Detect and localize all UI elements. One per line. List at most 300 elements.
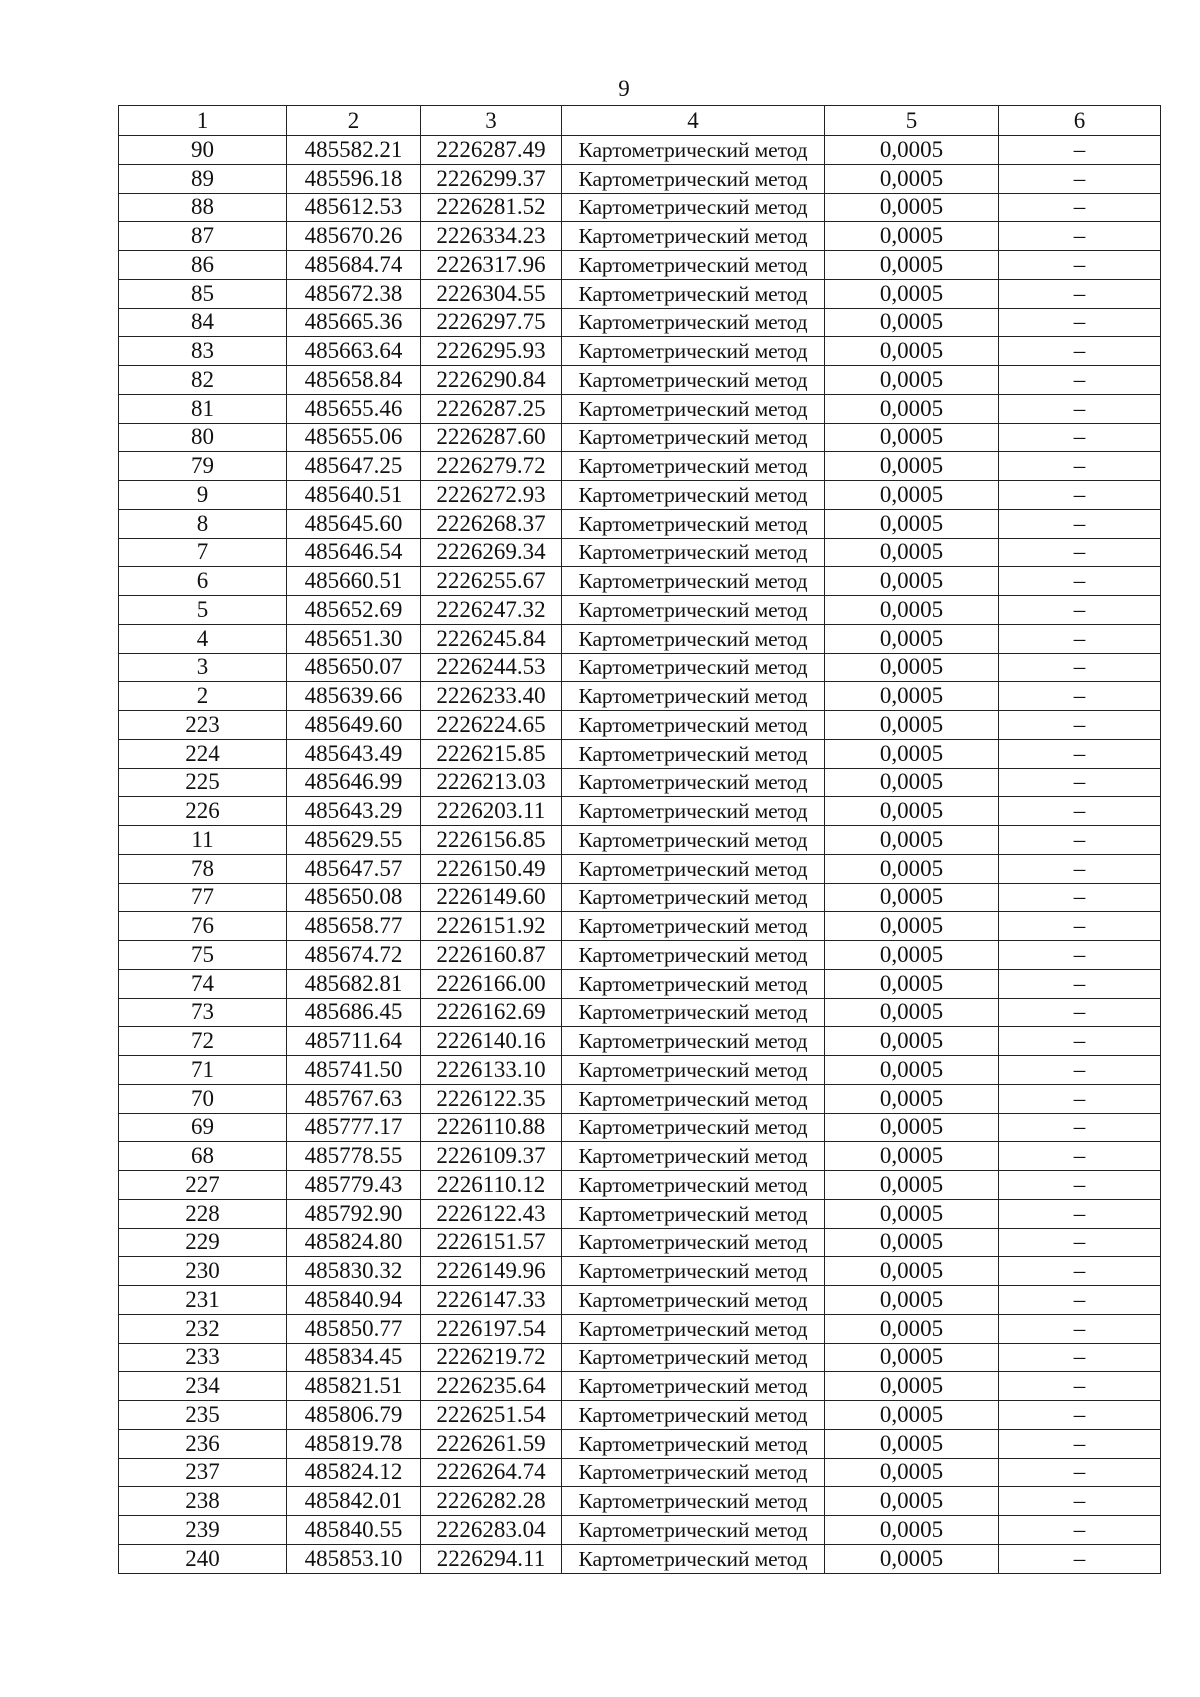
- table-row: [119, 797, 1161, 826]
- method-cell: Картометрический метод: [562, 538, 825, 567]
- method-cell: Картометрический метод: [562, 1487, 825, 1516]
- y-coordinate-cell: 2226317.96: [421, 251, 562, 280]
- x-coordinate-cell: 485655.46: [287, 394, 421, 423]
- table-row: [119, 1056, 1161, 1085]
- note-cell: –: [999, 452, 1161, 481]
- accuracy-cell: 0,0005: [825, 682, 999, 711]
- column-header: 4: [562, 106, 825, 136]
- y-coordinate-cell: 2226295.93: [421, 337, 562, 366]
- y-coordinate-cell: 2226264.74: [421, 1458, 562, 1487]
- point-number-cell: 6: [119, 567, 287, 596]
- method-cell: Картометрический метод: [562, 423, 825, 452]
- table-row: [119, 1401, 1161, 1430]
- x-coordinate-cell: 485629.55: [287, 826, 421, 855]
- table-row: [119, 768, 1161, 797]
- accuracy-cell: 0,0005: [825, 998, 999, 1027]
- method-cell: Картометрический метод: [562, 193, 825, 222]
- accuracy-cell: 0,0005: [825, 624, 999, 653]
- accuracy-cell: 0,0005: [825, 1142, 999, 1171]
- x-coordinate-cell: 485686.45: [287, 998, 421, 1027]
- method-cell: Картометрический метод: [562, 969, 825, 998]
- method-cell: Картометрический метод: [562, 1199, 825, 1228]
- note-cell: –: [999, 653, 1161, 682]
- table-row: [119, 1199, 1161, 1228]
- table-row: [119, 1487, 1161, 1516]
- point-number-cell: 227: [119, 1171, 287, 1200]
- x-coordinate-cell: 485824.12: [287, 1458, 421, 1487]
- point-number-cell: 224: [119, 739, 287, 768]
- method-cell: Картометрический метод: [562, 826, 825, 855]
- accuracy-cell: 0,0005: [825, 1343, 999, 1372]
- point-number-cell: 229: [119, 1228, 287, 1257]
- accuracy-cell: 0,0005: [825, 481, 999, 510]
- method-cell: Картометрический метод: [562, 1286, 825, 1315]
- accuracy-cell: 0,0005: [825, 941, 999, 970]
- point-number-cell: 77: [119, 883, 287, 912]
- method-cell: Картометрический метод: [562, 596, 825, 625]
- table-row: [119, 222, 1161, 251]
- table-row: [119, 279, 1161, 308]
- accuracy-cell: 0,0005: [825, 308, 999, 337]
- y-coordinate-cell: 2226282.28: [421, 1487, 562, 1516]
- accuracy-cell: 0,0005: [825, 596, 999, 625]
- point-number-cell: 232: [119, 1314, 287, 1343]
- table-row: [119, 394, 1161, 423]
- accuracy-cell: 0,0005: [825, 251, 999, 280]
- column-header: 2: [287, 106, 421, 136]
- accuracy-cell: 0,0005: [825, 653, 999, 682]
- accuracy-cell: 0,0005: [825, 826, 999, 855]
- y-coordinate-cell: 2226224.65: [421, 711, 562, 740]
- point-number-cell: 76: [119, 912, 287, 941]
- method-cell: Картометрический метод: [562, 394, 825, 423]
- method-cell: Картометрический метод: [562, 739, 825, 768]
- accuracy-cell: 0,0005: [825, 1257, 999, 1286]
- accuracy-cell: 0,0005: [825, 854, 999, 883]
- y-coordinate-cell: 2226160.87: [421, 941, 562, 970]
- note-cell: –: [999, 1113, 1161, 1142]
- point-number-cell: 3: [119, 653, 287, 682]
- method-cell: Картометрический метод: [562, 481, 825, 510]
- note-cell: –: [999, 1429, 1161, 1458]
- point-number-cell: 238: [119, 1487, 287, 1516]
- note-cell: –: [999, 1056, 1161, 1085]
- y-coordinate-cell: 2226197.54: [421, 1314, 562, 1343]
- table-row: [119, 912, 1161, 941]
- note-cell: –: [999, 222, 1161, 251]
- note-cell: –: [999, 366, 1161, 395]
- x-coordinate-cell: 485819.78: [287, 1429, 421, 1458]
- table-row: [119, 1458, 1161, 1487]
- accuracy-cell: 0,0005: [825, 366, 999, 395]
- method-cell: Картометрический метод: [562, 768, 825, 797]
- method-cell: Картометрический метод: [562, 1084, 825, 1113]
- x-coordinate-cell: 485647.57: [287, 854, 421, 883]
- method-cell: Картометрический метод: [562, 452, 825, 481]
- x-coordinate-cell: 485645.60: [287, 509, 421, 538]
- point-number-cell: 85: [119, 279, 287, 308]
- x-coordinate-cell: 485640.51: [287, 481, 421, 510]
- table-row: [119, 1084, 1161, 1113]
- table-row: [119, 538, 1161, 567]
- x-coordinate-cell: 485853.10: [287, 1544, 421, 1573]
- y-coordinate-cell: 2226235.64: [421, 1372, 562, 1401]
- point-number-cell: 82: [119, 366, 287, 395]
- x-coordinate-cell: 485779.43: [287, 1171, 421, 1200]
- method-cell: Картометрический метод: [562, 509, 825, 538]
- accuracy-cell: 0,0005: [825, 739, 999, 768]
- y-coordinate-cell: 2226272.93: [421, 481, 562, 510]
- method-cell: Картометрический метод: [562, 1113, 825, 1142]
- method-cell: Картометрический метод: [562, 1544, 825, 1573]
- point-number-cell: 240: [119, 1544, 287, 1573]
- note-cell: –: [999, 1343, 1161, 1372]
- method-cell: Картометрический метод: [562, 1458, 825, 1487]
- note-cell: –: [999, 883, 1161, 912]
- point-number-cell: 74: [119, 969, 287, 998]
- note-cell: –: [999, 682, 1161, 711]
- table-row: [119, 193, 1161, 222]
- y-coordinate-cell: 2226247.32: [421, 596, 562, 625]
- point-number-cell: 228: [119, 1199, 287, 1228]
- note-cell: –: [999, 1401, 1161, 1430]
- accuracy-cell: 0,0005: [825, 279, 999, 308]
- note-cell: –: [999, 969, 1161, 998]
- note-cell: –: [999, 251, 1161, 280]
- y-coordinate-cell: 2226261.59: [421, 1429, 562, 1458]
- y-coordinate-cell: 2226233.40: [421, 682, 562, 711]
- method-cell: Картометрический метод: [562, 1343, 825, 1372]
- note-cell: –: [999, 1027, 1161, 1056]
- note-cell: –: [999, 193, 1161, 222]
- accuracy-cell: 0,0005: [825, 1458, 999, 1487]
- point-number-cell: 90: [119, 136, 287, 165]
- table-row: [119, 1171, 1161, 1200]
- point-number-cell: 84: [119, 308, 287, 337]
- accuracy-cell: 0,0005: [825, 711, 999, 740]
- y-coordinate-cell: 2226203.11: [421, 797, 562, 826]
- x-coordinate-cell: 485778.55: [287, 1142, 421, 1171]
- x-coordinate-cell: 485647.25: [287, 452, 421, 481]
- table-row: [119, 596, 1161, 625]
- y-coordinate-cell: 2226151.92: [421, 912, 562, 941]
- table-row: [119, 509, 1161, 538]
- note-cell: –: [999, 1487, 1161, 1516]
- table-row: [119, 653, 1161, 682]
- point-number-cell: 225: [119, 768, 287, 797]
- note-cell: –: [999, 567, 1161, 596]
- note-cell: –: [999, 164, 1161, 193]
- y-coordinate-cell: 2226244.53: [421, 653, 562, 682]
- y-coordinate-cell: 2226150.49: [421, 854, 562, 883]
- note-cell: –: [999, 1516, 1161, 1545]
- column-header: 3: [421, 106, 562, 136]
- x-coordinate-cell: 485658.77: [287, 912, 421, 941]
- x-coordinate-cell: 485582.21: [287, 136, 421, 165]
- accuracy-cell: 0,0005: [825, 797, 999, 826]
- x-coordinate-cell: 485658.84: [287, 366, 421, 395]
- x-coordinate-cell: 485612.53: [287, 193, 421, 222]
- table-row: [119, 1228, 1161, 1257]
- method-cell: Картометрический метод: [562, 1372, 825, 1401]
- note-cell: –: [999, 394, 1161, 423]
- note-cell: –: [999, 538, 1161, 567]
- table-row: [119, 423, 1161, 452]
- x-coordinate-cell: 485741.50: [287, 1056, 421, 1085]
- y-coordinate-cell: 2226304.55: [421, 279, 562, 308]
- x-coordinate-cell: 485840.55: [287, 1516, 421, 1545]
- method-cell: Картометрический метод: [562, 941, 825, 970]
- table-row: [119, 1372, 1161, 1401]
- point-number-cell: 78: [119, 854, 287, 883]
- table-row: [119, 481, 1161, 510]
- y-coordinate-cell: 2226109.37: [421, 1142, 562, 1171]
- point-number-cell: 7: [119, 538, 287, 567]
- accuracy-cell: 0,0005: [825, 1286, 999, 1315]
- point-number-cell: 80: [119, 423, 287, 452]
- x-coordinate-cell: 485842.01: [287, 1487, 421, 1516]
- method-cell: Картометрический метод: [562, 797, 825, 826]
- x-coordinate-cell: 485660.51: [287, 567, 421, 596]
- table-row: [119, 1286, 1161, 1315]
- method-cell: Картометрический метод: [562, 567, 825, 596]
- x-coordinate-cell: 485684.74: [287, 251, 421, 280]
- x-coordinate-cell: 485651.30: [287, 624, 421, 653]
- point-number-cell: 233: [119, 1343, 287, 1372]
- method-cell: Картометрический метод: [562, 222, 825, 251]
- method-cell: Картометрический метод: [562, 136, 825, 165]
- y-coordinate-cell: 2226279.72: [421, 452, 562, 481]
- accuracy-cell: 0,0005: [825, 768, 999, 797]
- accuracy-cell: 0,0005: [825, 1027, 999, 1056]
- table-row: [119, 1429, 1161, 1458]
- accuracy-cell: 0,0005: [825, 193, 999, 222]
- note-cell: –: [999, 1286, 1161, 1315]
- accuracy-cell: 0,0005: [825, 1516, 999, 1545]
- note-cell: –: [999, 1199, 1161, 1228]
- table-row: [119, 682, 1161, 711]
- table-row: [119, 883, 1161, 912]
- x-coordinate-cell: 485674.72: [287, 941, 421, 970]
- accuracy-cell: 0,0005: [825, 1113, 999, 1142]
- method-cell: Картометрический метод: [562, 1171, 825, 1200]
- accuracy-cell: 0,0005: [825, 1171, 999, 1200]
- note-cell: –: [999, 711, 1161, 740]
- y-coordinate-cell: 2226110.12: [421, 1171, 562, 1200]
- y-coordinate-cell: 2226213.03: [421, 768, 562, 797]
- note-cell: –: [999, 998, 1161, 1027]
- x-coordinate-cell: 485663.64: [287, 337, 421, 366]
- table-row: [119, 308, 1161, 337]
- method-cell: Картометрический метод: [562, 279, 825, 308]
- x-coordinate-cell: 485646.99: [287, 768, 421, 797]
- point-number-cell: 89: [119, 164, 287, 193]
- note-cell: –: [999, 1314, 1161, 1343]
- x-coordinate-cell: 485767.63: [287, 1084, 421, 1113]
- x-coordinate-cell: 485792.90: [287, 1199, 421, 1228]
- x-coordinate-cell: 485824.80: [287, 1228, 421, 1257]
- x-coordinate-cell: 485821.51: [287, 1372, 421, 1401]
- note-cell: –: [999, 509, 1161, 538]
- table-row: [119, 366, 1161, 395]
- note-cell: –: [999, 136, 1161, 165]
- method-cell: Картометрический метод: [562, 883, 825, 912]
- point-number-cell: 8: [119, 509, 287, 538]
- method-cell: Картометрический метод: [562, 164, 825, 193]
- y-coordinate-cell: 2226140.16: [421, 1027, 562, 1056]
- point-number-cell: 86: [119, 251, 287, 280]
- accuracy-cell: 0,0005: [825, 509, 999, 538]
- y-coordinate-cell: 2226251.54: [421, 1401, 562, 1430]
- note-cell: –: [999, 1458, 1161, 1487]
- y-coordinate-cell: 2226110.88: [421, 1113, 562, 1142]
- x-coordinate-cell: 485650.08: [287, 883, 421, 912]
- note-cell: –: [999, 337, 1161, 366]
- point-number-cell: 230: [119, 1257, 287, 1286]
- y-coordinate-cell: 2226147.33: [421, 1286, 562, 1315]
- table-row: [119, 567, 1161, 596]
- y-coordinate-cell: 2226290.84: [421, 366, 562, 395]
- point-number-cell: 9: [119, 481, 287, 510]
- note-cell: –: [999, 768, 1161, 797]
- x-coordinate-cell: 485711.64: [287, 1027, 421, 1056]
- accuracy-cell: 0,0005: [825, 1487, 999, 1516]
- note-cell: –: [999, 1257, 1161, 1286]
- method-cell: Картометрический метод: [562, 1429, 825, 1458]
- note-cell: –: [999, 279, 1161, 308]
- y-coordinate-cell: 2226268.37: [421, 509, 562, 538]
- y-coordinate-cell: 2226156.85: [421, 826, 562, 855]
- method-cell: Картометрический метод: [562, 1228, 825, 1257]
- point-number-cell: 83: [119, 337, 287, 366]
- table-row: [119, 337, 1161, 366]
- y-coordinate-cell: 2226287.49: [421, 136, 562, 165]
- point-number-cell: 71: [119, 1056, 287, 1085]
- method-cell: Картометрический метод: [562, 682, 825, 711]
- note-cell: –: [999, 1372, 1161, 1401]
- x-coordinate-cell: 485682.81: [287, 969, 421, 998]
- method-cell: Картометрический метод: [562, 1056, 825, 1085]
- method-cell: Картометрический метод: [562, 653, 825, 682]
- method-cell: Картометрический метод: [562, 308, 825, 337]
- point-number-cell: 236: [119, 1429, 287, 1458]
- table-row: [119, 1113, 1161, 1142]
- method-cell: Картометрический метод: [562, 912, 825, 941]
- x-coordinate-cell: 485672.38: [287, 279, 421, 308]
- point-number-cell: 235: [119, 1401, 287, 1430]
- table-row: [119, 969, 1161, 998]
- note-cell: –: [999, 308, 1161, 337]
- method-cell: Картометрический метод: [562, 854, 825, 883]
- point-number-cell: 68: [119, 1142, 287, 1171]
- table-row: [119, 826, 1161, 855]
- accuracy-cell: 0,0005: [825, 164, 999, 193]
- accuracy-cell: 0,0005: [825, 222, 999, 251]
- table-row: [119, 1314, 1161, 1343]
- note-cell: –: [999, 1544, 1161, 1573]
- y-coordinate-cell: 2226294.11: [421, 1544, 562, 1573]
- x-coordinate-cell: 485670.26: [287, 222, 421, 251]
- table-row: [119, 998, 1161, 1027]
- note-cell: –: [999, 1228, 1161, 1257]
- method-cell: Картометрический метод: [562, 711, 825, 740]
- y-coordinate-cell: 2226299.37: [421, 164, 562, 193]
- method-cell: Картометрический метод: [562, 1027, 825, 1056]
- point-number-cell: 2: [119, 682, 287, 711]
- note-cell: –: [999, 596, 1161, 625]
- table-row: [119, 1343, 1161, 1372]
- column-header: 1: [119, 106, 287, 136]
- note-cell: –: [999, 1171, 1161, 1200]
- y-coordinate-cell: 2226122.35: [421, 1084, 562, 1113]
- y-coordinate-cell: 2226151.57: [421, 1228, 562, 1257]
- point-number-cell: 73: [119, 998, 287, 1027]
- y-coordinate-cell: 2226149.96: [421, 1257, 562, 1286]
- x-coordinate-cell: 485840.94: [287, 1286, 421, 1315]
- note-cell: –: [999, 854, 1161, 883]
- x-coordinate-cell: 485834.45: [287, 1343, 421, 1372]
- point-number-cell: 88: [119, 193, 287, 222]
- x-coordinate-cell: 485643.49: [287, 739, 421, 768]
- y-coordinate-cell: 2226122.43: [421, 1199, 562, 1228]
- accuracy-cell: 0,0005: [825, 1199, 999, 1228]
- method-cell: Картометрический метод: [562, 1401, 825, 1430]
- note-cell: –: [999, 481, 1161, 510]
- y-coordinate-cell: 2226149.60: [421, 883, 562, 912]
- table-row: [119, 1142, 1161, 1171]
- point-number-cell: 87: [119, 222, 287, 251]
- table-body: [119, 106, 1161, 1574]
- y-coordinate-cell: 2226245.84: [421, 624, 562, 653]
- point-number-cell: 234: [119, 1372, 287, 1401]
- point-number-cell: 69: [119, 1113, 287, 1142]
- note-cell: –: [999, 941, 1161, 970]
- method-cell: Картометрический метод: [562, 1142, 825, 1171]
- x-coordinate-cell: 485646.54: [287, 538, 421, 567]
- coordinates-table: [118, 105, 1161, 1574]
- table-header-row: [119, 106, 1161, 136]
- x-coordinate-cell: 485830.32: [287, 1257, 421, 1286]
- point-number-cell: 4: [119, 624, 287, 653]
- table-row: [119, 136, 1161, 165]
- point-number-cell: 70: [119, 1084, 287, 1113]
- accuracy-cell: 0,0005: [825, 1544, 999, 1573]
- page-number: 9: [618, 76, 630, 101]
- x-coordinate-cell: 485652.69: [287, 596, 421, 625]
- y-coordinate-cell: 2226162.69: [421, 998, 562, 1027]
- method-cell: Картометрический метод: [562, 1257, 825, 1286]
- accuracy-cell: 0,0005: [825, 452, 999, 481]
- y-coordinate-cell: 2226255.67: [421, 567, 562, 596]
- point-number-cell: 72: [119, 1027, 287, 1056]
- y-coordinate-cell: 2226334.23: [421, 222, 562, 251]
- note-cell: –: [999, 912, 1161, 941]
- point-number-cell: 79: [119, 452, 287, 481]
- accuracy-cell: 0,0005: [825, 1372, 999, 1401]
- note-cell: –: [999, 739, 1161, 768]
- x-coordinate-cell: 485655.06: [287, 423, 421, 452]
- x-coordinate-cell: 485649.60: [287, 711, 421, 740]
- table-row: [119, 1257, 1161, 1286]
- method-cell: Картометрический метод: [562, 1314, 825, 1343]
- point-number-cell: 75: [119, 941, 287, 970]
- x-coordinate-cell: 485665.36: [287, 308, 421, 337]
- x-coordinate-cell: 485596.18: [287, 164, 421, 193]
- accuracy-cell: 0,0005: [825, 1429, 999, 1458]
- note-cell: –: [999, 1142, 1161, 1171]
- point-number-cell: 237: [119, 1458, 287, 1487]
- x-coordinate-cell: 485639.66: [287, 682, 421, 711]
